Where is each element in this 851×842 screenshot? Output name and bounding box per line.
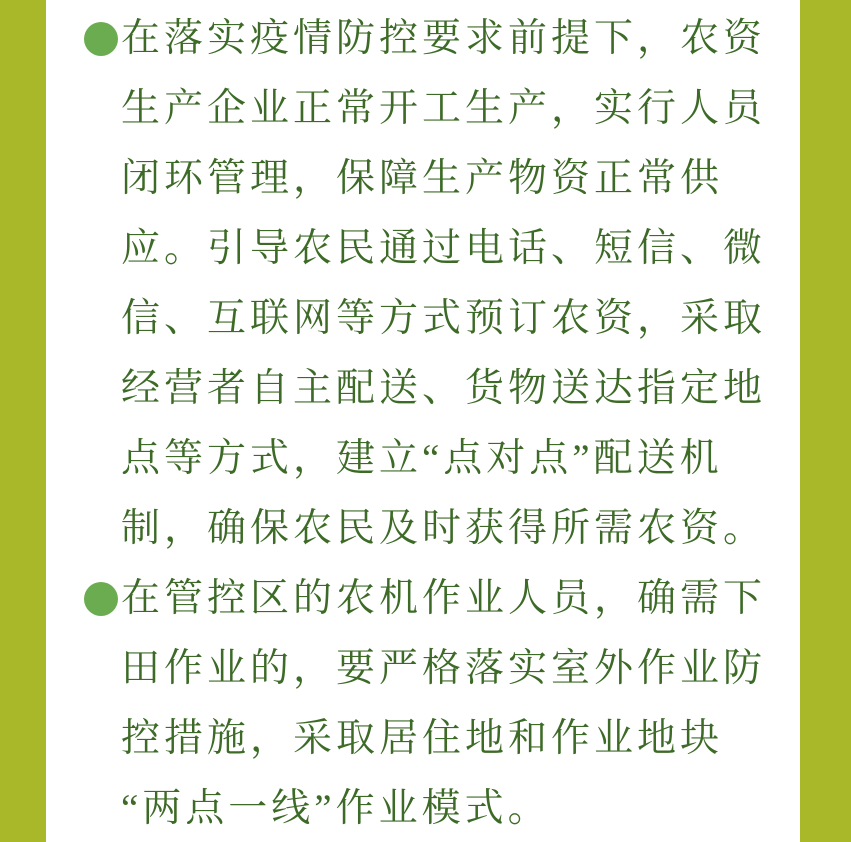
bullet-item-1 [121,4,771,564]
text-content [121,4,771,842]
right-accent-band [800,0,851,842]
text-line: 控措施，采取居住地和作业地块 [121,717,724,760]
bullet-paragraph-2 [121,564,771,842]
text-line: 田作业的，要严格落实室外作业防 [121,647,767,690]
bullet-circle-icon [84,22,118,56]
text-line: 在落实疫情防控要求前提下，农资 [121,17,767,60]
text-line: 应。引导农民通过电话、短信、微 [121,227,767,270]
bullet-circle-icon [84,582,118,616]
bullet-paragraph-1 [121,4,771,564]
text-line: “两点一线”作业模式。 [121,787,551,830]
text-line: 经营者自主配送、货物送达指定地 [121,367,767,410]
bullet-item-2 [121,564,771,842]
text-line: 信、互联网等方式预订农资，采取 [121,297,767,340]
text-line: 点等方式，建立“点对点”配送机 [121,437,723,480]
text-line: 在管控区的农机作业人员，确需下 [121,577,767,620]
left-accent-band [0,0,46,842]
text-line: 制，确保农民及时获得所需农资。 [121,507,767,550]
text-line: 生产企业正常开工生产，实行人员 [121,87,767,130]
text-line: 闭环管理，保障生产物资正常供 [121,157,724,200]
